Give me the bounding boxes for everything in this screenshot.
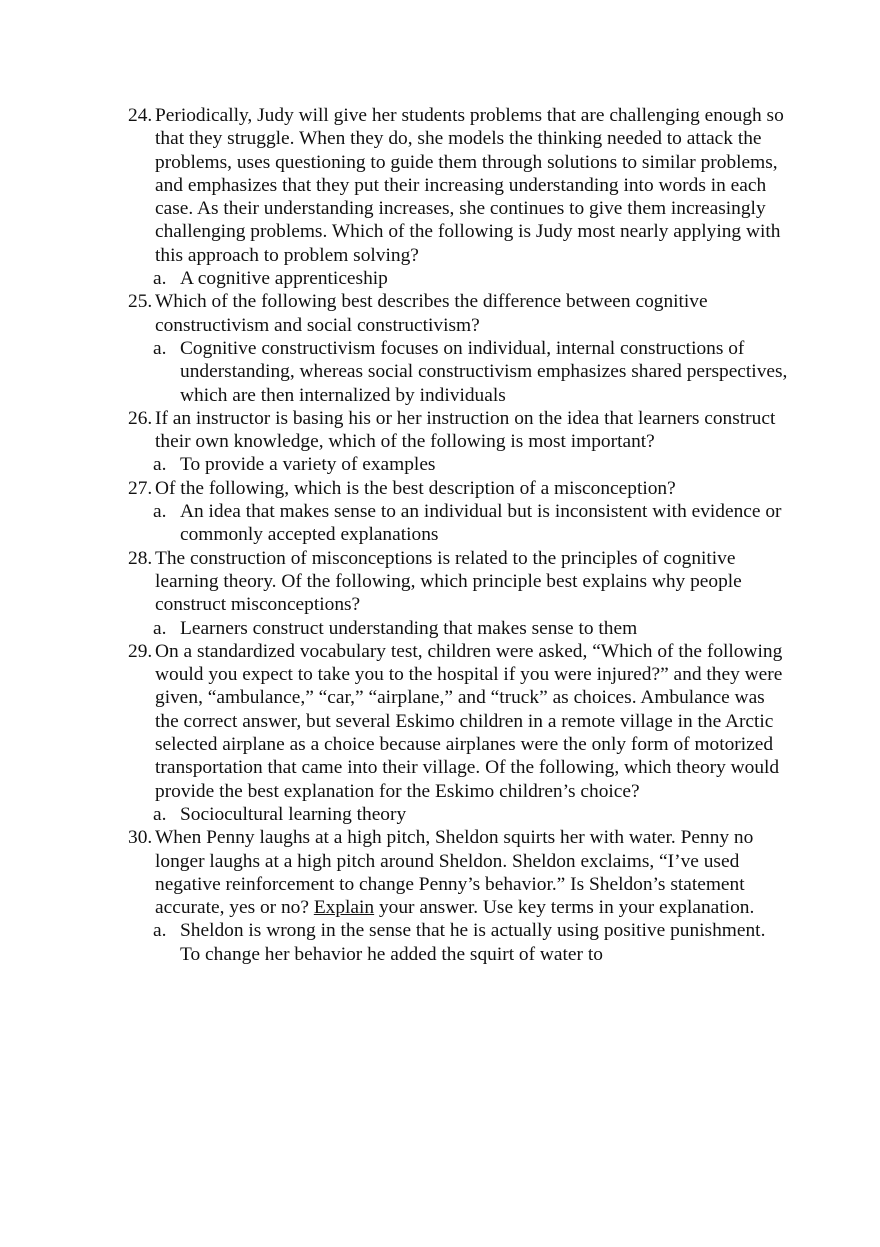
question-24 [128,104,788,267]
question-30 [128,826,788,919]
question-number: 25. [128,291,153,313]
answer-letter: a. [153,617,167,639]
question-text: The construction of misconceptions is related to the principles of cognitive learning theory. Of the following, which principle best explains why people construct misconceptions? [155,547,742,616]
question-text-part-2: your answer. Use key terms in your explanation. [374,897,755,919]
question-text: If an instructor is basing his or her instruction on the idea that learners construct their own knowledge, which of the following is most important? [155,407,776,453]
answer-29 [128,803,788,826]
question-25 [128,290,788,337]
question-28 [128,547,788,617]
question-text: Of the following, which is the best description of a misconception? [155,477,676,499]
answer-letter: a. [153,920,167,942]
question-list [128,104,788,966]
answer-text: To provide a variety of examples [180,454,436,476]
question-number: 27. [128,477,153,499]
question-26 [128,407,788,454]
question-number: 26. [128,407,153,429]
answer-letter: a. [153,454,167,476]
answer-letter: a. [153,268,167,290]
answer-text: Learners construct understanding that makes sense to them [180,617,638,639]
question-text: Which of the following best describes the difference between cognitive constructivism and social constructivism? [155,291,708,336]
answer-text: Cognitive constructivism focuses on individual, internal constructions of understanding, whereas social constructivism emphasizes shared perspectives, which are then internalized by individuals [180,337,788,406]
answer-text: Sheldon is wrong in the sense that he is actually using positive punishment. To change her behavior he added the squirt of water to [180,920,766,965]
answer-24 [128,267,788,290]
answer-27 [128,500,788,547]
answer-letter: a. [153,803,167,825]
answer-30 [128,919,788,966]
question-number: 24. [128,105,153,126]
question-number: 29. [128,640,153,662]
answer-letter: a. [153,501,167,523]
question-29 [128,640,788,803]
answer-25 [128,337,788,407]
question-number: 30. [128,827,153,849]
answer-text: Sociocultural learning theory [180,803,407,825]
question-number: 28. [128,547,153,569]
answer-letter: a. [153,337,167,359]
question-text-part-1: When Penny laughs at a high pitch, Sheldon squirts her with water. Penny no longer laughs at a high pitch around Sheldon. Sheldon exclaims, “I’ve used negative reinforcement to change Penny’s behavior.” Is Sheldon’s statement accurate, yes or no? [155,827,754,919]
answer-text: A cognitive apprenticeship [180,268,388,290]
answer-28 [128,617,788,640]
underlined-word: Explain [313,897,375,919]
question-text: Periodically, Judy will give her students problems that are challenging enough so that they struggle. When they do, she models the thinking needed to attack the problems, uses questioning to guide them through solutions to similar problems, and emphasizes that they put their increasing understanding into words in each case. As their understanding increases, she continues to give them increasingly challenging problems. Which of the following is Judy most nearly applying with this approach to problem solving? [155,105,784,266]
answer-text: An idea that makes sense to an individual but is inconsistent with evidence or commonly accepted explanations [180,501,782,546]
answer-26 [128,453,788,476]
question-text: On a standardized vocabulary test, children were asked, “Which of the following would you expect to take you to the hospital if you were injured?” and they were given, “ambulance,” “car,” “airplane,” and “truck” as choices. Ambulance was the correct answer, but several Eskimo children in a remote village in the Arctic selected airplane as a choice because airplanes were the only form of motorized transportation that came into their village. Of the following, which theory would provide the best explanation for the Eskimo children’s choice? [155,640,783,802]
question-27 [128,477,788,500]
